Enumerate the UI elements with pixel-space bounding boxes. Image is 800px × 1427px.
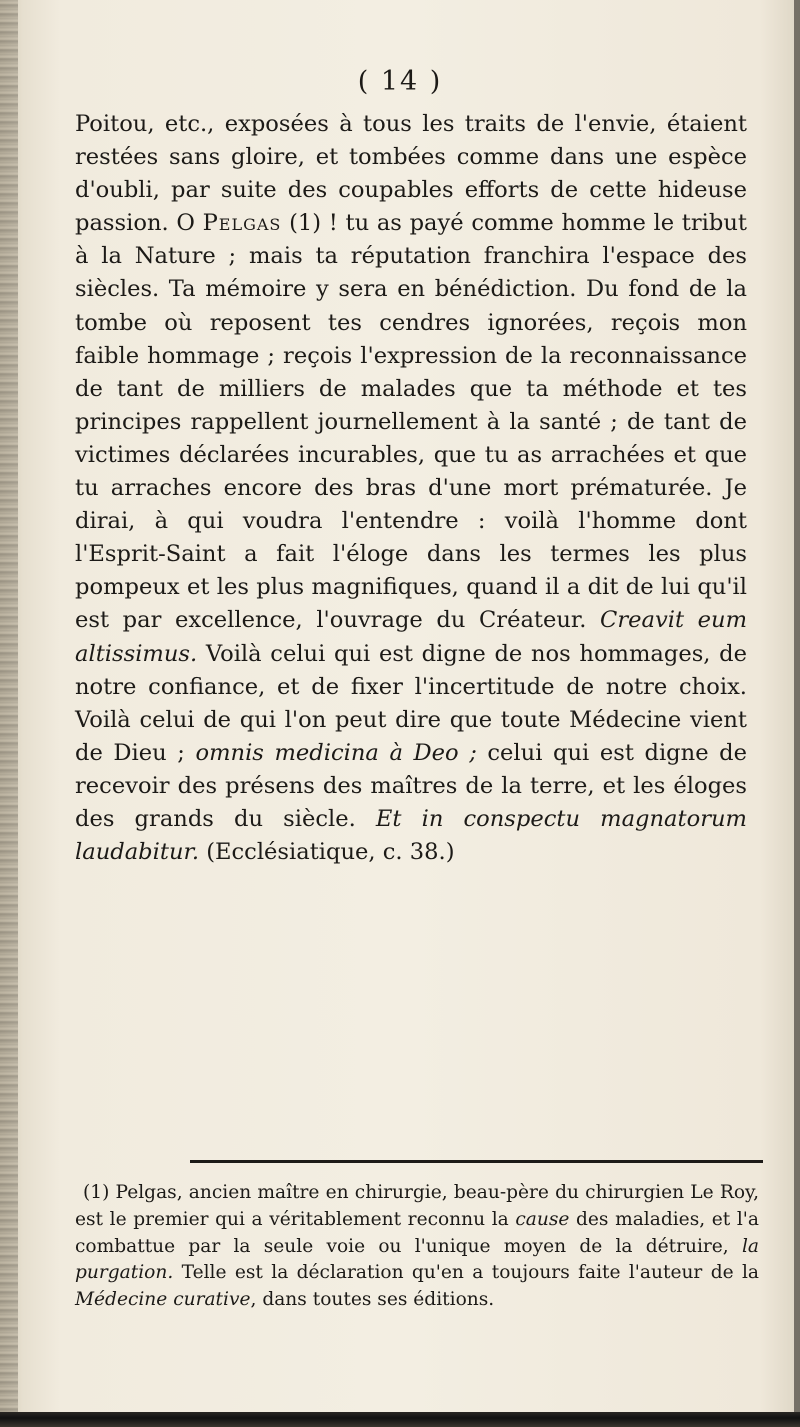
footnote-italic-cause: cause	[515, 1208, 570, 1230]
footnote-text-4: , dans toutes ses éditions.	[250, 1289, 495, 1311]
person-name-pelgas: Pelgas	[202, 210, 282, 237]
footnote-italic-medecine: Médecine curative	[75, 1289, 251, 1311]
latin-quote-creavit: Creavit eum altissimus.	[75, 607, 747, 667]
footnote-divider	[190, 1160, 763, 1163]
body-text-1: Poitou, etc., exposées à tous les traits de l'envie, étaient restées sans gloire, et tombées comme dans une espèce d'oubli, par suite des coupables efforts de cette hideuse passion. O	[75, 111, 747, 237]
body-text-2: (1) ! tu as payé comme homme le tribut à la Nature ; mais ta réputation franchira l'espace des siècles. Ta mémoire y sera en bénédiction. Du fond de la tombe où reposent tes cendres ignorées, reçois mon faible hommage ; reçois l'expression de la reconnaissance de tant de milliers de malades que ta méthode et tes principes rappellent journellement à la santé ; de tant de victimes déclarées incurables, que tu as arrachées et que tu arraches encore des bras d'une mort prématurée. Je dirai, à qui voudra l'entendre : voilà l'homme dont l'Esprit-Saint a fait l'éloge dans les termes les plus pompeux et les plus magnifiques, quand il a dit de lui qu'il est par excellence, l'ouvrage du Créateur.	[75, 210, 747, 634]
body-text-4: celui qui est digne de recevoir des présens des maîtres de la terre, et les éloges des grands du siècle.	[75, 739, 747, 832]
footnote-italic-purgation: la purgation.	[75, 1235, 759, 1284]
book-binding-edge	[0, 0, 18, 1427]
footnote-text-2: des maladies, et l'a combattue par la seule voie ou l'unique moyen de la détruire,	[75, 1208, 759, 1257]
footnote-paragraph	[75, 1180, 759, 1314]
body-paragraph	[75, 108, 747, 869]
latin-quote-conspectu: Et in conspectu magnatorum laudabitur.	[75, 805, 747, 866]
footnote-text-3: Telle est la déclaration qu'en a toujours faite l'auteur de la	[173, 1262, 759, 1284]
latin-quote-omnis: omnis medicina à Deo ;	[195, 739, 477, 766]
footnote	[75, 1180, 759, 1314]
main-text-block	[75, 108, 747, 869]
page-number: ( 14 )	[357, 66, 443, 97]
page-right-edge	[794, 0, 800, 1427]
body-text-5: (Ecclésiatique, c. 38.)	[199, 839, 455, 866]
body-text-3: Voilà celui qui est digne de nos hommages, de notre confiance, et de fixer l'incertitude de notre choix. Voilà celui de qui l'on peut dire que toute Médecine vient de Dieu ;	[75, 640, 747, 766]
footnote-text-1: (1) Pelgas, ancien maître en chirurgie, beau-père du chirurgien Le Roy, est le premier qui a véritablement reconnu la	[75, 1182, 759, 1230]
page-bottom-edge	[0, 1412, 800, 1427]
